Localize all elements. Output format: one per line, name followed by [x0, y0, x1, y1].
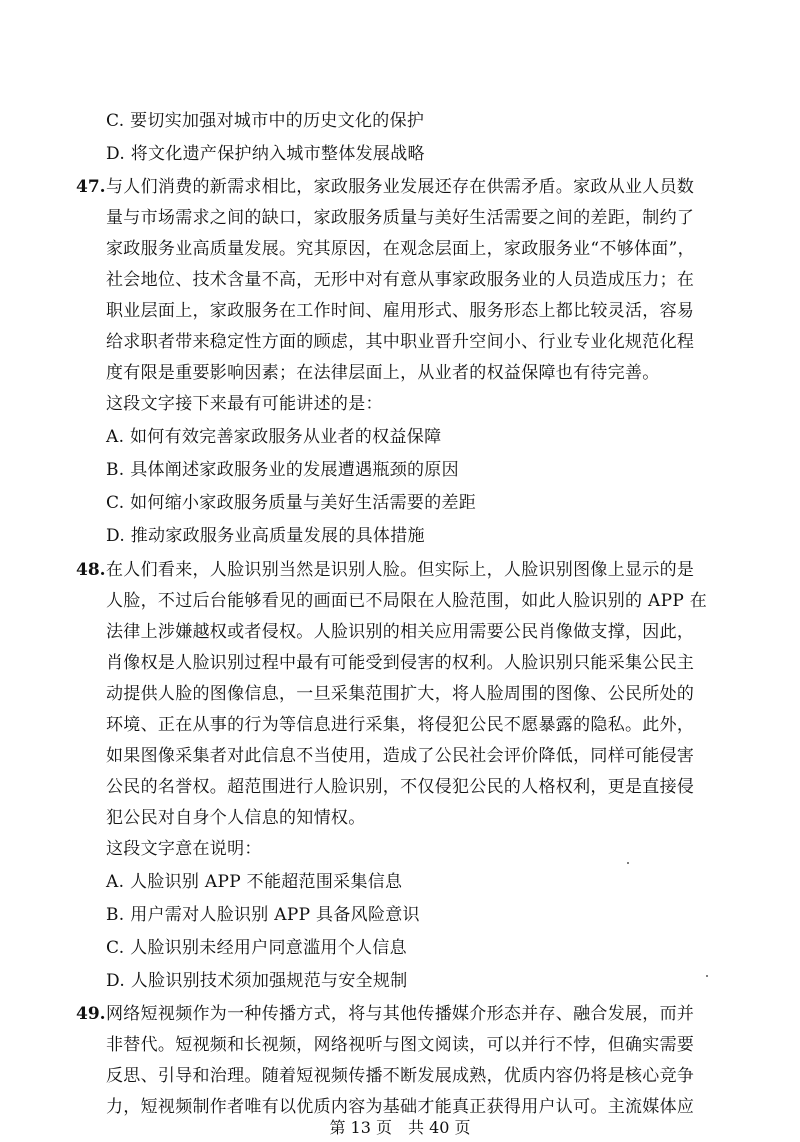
q46-option-c: C. 要切实加强对城市中的历史文化的保护: [106, 111, 425, 131]
q49-passage-line: 非替代。短视频和长视频，网络视听与图文阅读，可以并行不悖，但确实需要: [106, 1035, 695, 1055]
scan-speck: [627, 862, 629, 864]
q47-option-c: C. 如何缩小家政服务质量与美好生活需要的差距: [106, 493, 477, 513]
q46-option-d: D. 将文化遗产保护纳入城市整体发展战略: [106, 144, 425, 164]
q48-question: 这段文字意在说明：: [106, 839, 262, 859]
q48-option-d: D. 人脸识别技术须加强规范与安全规制: [106, 971, 408, 991]
q47-passage-line: 与人们消费的新需求相比，家政服务业发展还存在供需矛盾。家政从业人员数: [106, 177, 695, 197]
q48-option-a: A. 人脸识别 APP 不能超范围采集信息: [106, 872, 403, 892]
page-footer: 第 13 页 共 40 页: [329, 1118, 471, 1137]
q49-number: 49.: [76, 1004, 106, 1024]
q48-passage-line: 公民的名誉权。超范围进行人脸识别，不仅侵犯公民的人格权利，更是直接侵: [106, 777, 695, 797]
q49-passage-line: 力，短视频制作者唯有以优质内容为基础才能真正获得用户认可。主流媒体应: [106, 1097, 695, 1117]
q47-passage-line: 度有限是重要影响因素；在法律层面上，从业者的权益保障也有待完善。: [106, 363, 660, 383]
q47-passage-line: 家政服务业高质量发展。究其原因，在观念层面上，家政服务业“不够体面”，: [106, 239, 695, 259]
q47-passage-line: 给求职者带来稳定性方面的顾虑，其中职业晋升空间小、行业专业化规范化程: [106, 332, 695, 352]
q49-passage-line: 网络短视频作为一种传播方式，将与其他传播媒介形态并存、融合发展，而并: [106, 1004, 695, 1024]
q47-option-a: A. 如何有效完善家政服务从业者的权益保障: [106, 427, 442, 447]
q48-option-c: C. 人脸识别未经用户同意滥用个人信息: [106, 938, 407, 958]
q48-passage-line: 如果图像采集者对此信息不当使用，造成了公民社会评价降低，同样可能侵害: [106, 746, 695, 766]
q49-passage-line: 反思、引导和治理。随着短视频传播不断发展成熟，优质内容仍将是核心竞争: [106, 1066, 695, 1086]
q48-passage-line: 环境、正在从事的行为等信息进行采集，将侵犯公民不愿暴露的隐私。此外，: [106, 715, 695, 735]
q47-passage-line: 职业层面上，家政服务在工作时间、雇用形式、服务形态上都比较灵活，容易: [106, 301, 695, 321]
q47-passage-line: 社会地位、技术含量不高，无形中对有意从事家政服务业的人员造成压力；在: [106, 270, 695, 290]
q48-passage-line: 肖像权是人脸识别过程中最有可能受到侵害的权利。人脸识别只能采集公民主: [106, 653, 695, 673]
scan-speck: [706, 975, 708, 977]
q48-passage-line: 法律上涉嫌越权或者侵权。人脸识别的相关应用需要公民肖像做支撑，因此，: [106, 622, 695, 642]
q47-passage-line: 量与市场需求之间的缺口，家政服务质量与美好生活需要之间的差距，制约了: [106, 208, 695, 228]
q47-option-d: D. 推动家政服务业高质量发展的具体措施: [106, 526, 425, 546]
q48-passage-line: 人脸，不过后台能够看见的画面已不局限在人脸范围，如此人脸识别的 APP 在: [106, 591, 708, 611]
q48-passage-line: 动提供人脸的图像信息，一旦采集范围扩大，将人脸周围的图像、公民所处的: [106, 684, 695, 704]
q48-number: 48.: [76, 560, 106, 580]
q47-question: 这段文字接下来最有可能讲述的是：: [106, 394, 383, 414]
q48-option-b: B. 用户需对人脸识别 APP 具备风险意识: [106, 905, 420, 925]
q48-passage-line: 犯公民对自身个人信息的知情权。: [106, 808, 366, 828]
q47-number: 47.: [76, 177, 106, 197]
q48-passage-line: 在人们看来，人脸识别当然是识别人脸。但实际上，人脸识别图像上显示的是: [106, 560, 695, 580]
q47-option-b: B. 具体阐述家政服务业的发展遭遇瓶颈的原因: [106, 460, 459, 480]
